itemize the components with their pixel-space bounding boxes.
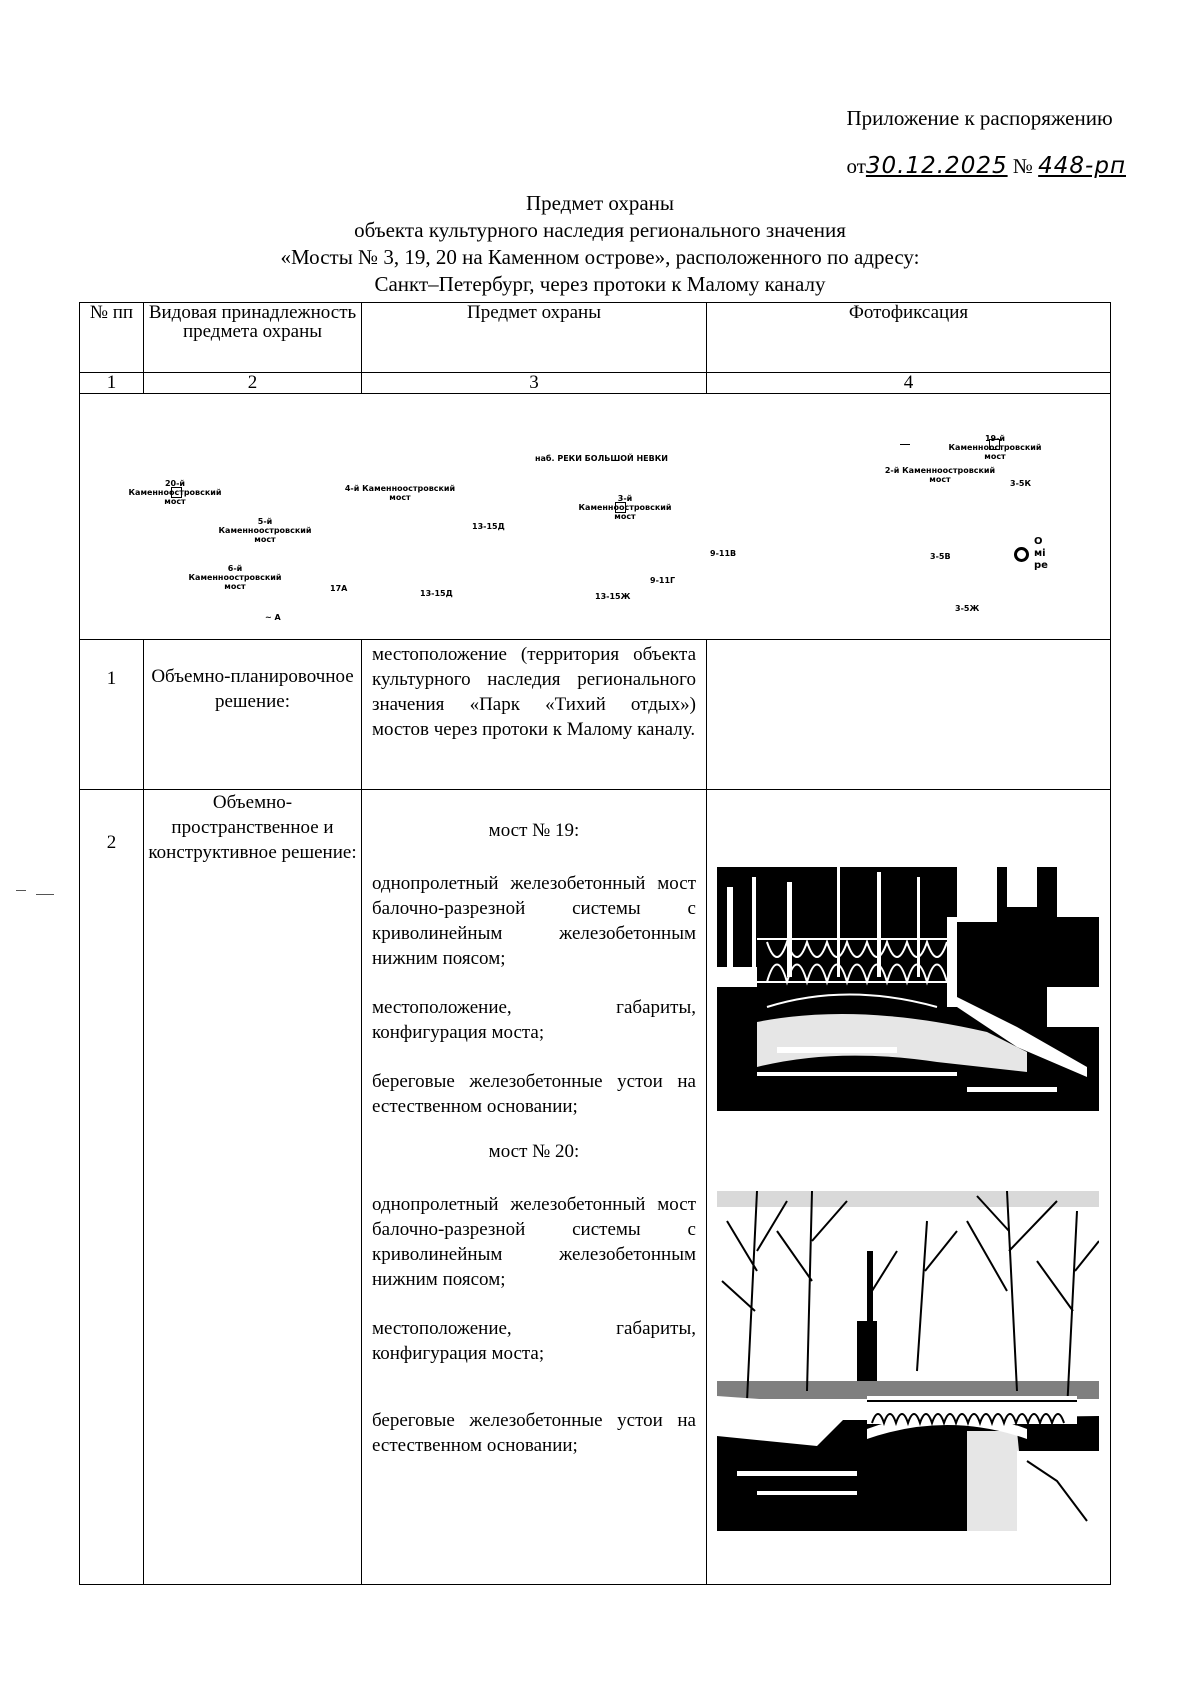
- map-label-13-15d-south: 13-15Д: [420, 589, 453, 598]
- from-prefix: от: [846, 154, 866, 178]
- table-row-2: [80, 790, 1111, 1585]
- title-line-4: Санкт–Петербург, через протоки к Малому каналу: [374, 272, 826, 296]
- header-photo: Фотофиксация: [707, 303, 1111, 373]
- column-number-2: 2: [144, 373, 362, 394]
- map-bridge-20-label: 20-й Каменноостровский мост: [128, 479, 222, 506]
- map-label-13-15d-north: 13-15Д: [472, 522, 505, 531]
- number-sign: №: [1012, 154, 1033, 178]
- row-1-subject-cell: [362, 640, 707, 790]
- bridge-19-structure: однопролетный железобетонный мост балочно-разрезной системы с криволинейным железобетонным нижним поясом;: [372, 873, 696, 969]
- table-header-row: [80, 303, 1111, 373]
- bridge-20-title: мост № 20:: [488, 1141, 580, 1162]
- order-number: 448-рп: [1038, 153, 1126, 179]
- bridge-20-structure: однопролетный железобетонный мост балочно-разрезной системы с криволинейным железобетонным нижним поясом;: [372, 1194, 696, 1290]
- bridge-19-photo: [717, 847, 1099, 1111]
- map-edge-label-2: мі: [1034, 548, 1046, 559]
- bridge-19-abutments: береговые железобетонные устои на естественном основании;: [372, 1071, 696, 1117]
- map-edge-label-3: ре: [1034, 560, 1048, 571]
- map-bridge-6-label: 6-й Каменноостровский мост: [188, 564, 282, 591]
- order-date: 30.12.2025: [865, 153, 1008, 179]
- map-label-13-15zh: 13-15Ж: [595, 592, 631, 601]
- map-label-stray: ~ А: [265, 613, 281, 622]
- margin-mark-2: [36, 894, 54, 895]
- document-title: [100, 190, 1100, 298]
- map-circle-icon: [1014, 547, 1029, 562]
- map-bridge-5-label: 5-й Каменноостровский мост: [218, 517, 312, 544]
- column-number-1: 1: [80, 373, 144, 394]
- map-bridge-3-label: 3-й Каменноостровский мост: [578, 494, 672, 521]
- table-row-1: [80, 640, 1111, 790]
- map-bridge-19-label: 19-й Каменноостровский мост: [948, 434, 1042, 461]
- bridge-19-title: мост № 19:: [488, 820, 580, 841]
- map-label-3-5v: 3-5В: [930, 552, 951, 561]
- bridge-3-marker: [615, 502, 626, 513]
- column-number-3: 3: [362, 373, 707, 394]
- map-edge-label-1: О: [1034, 536, 1043, 547]
- map-bridge-2-label: 2-й Каменноостровский мост: [884, 466, 996, 484]
- site-map-cell: [80, 394, 1111, 640]
- order-reference: [847, 153, 1127, 179]
- map-label-3-5zh: 3-5Ж: [955, 604, 980, 613]
- site-map: [80, 394, 1110, 639]
- bridge-20-location: местоположение, габариты, конфигурация моста;: [372, 1318, 696, 1364]
- header-subject: Предмет охраны: [362, 303, 707, 373]
- protection-subject-table: [79, 302, 1111, 1585]
- row-1-subject: местоположение (территория объекта культурного наследия регионального значения «Парк «Тихий отдых») мостов через протоки к Малому каналу.: [372, 644, 696, 740]
- title-line-1: Предмет охраны: [525, 191, 675, 215]
- title-line-2: объекта культурного наследия регионального значения: [354, 218, 846, 242]
- appendix-header: [847, 106, 1127, 179]
- column-number-row: [80, 373, 1111, 394]
- bridge-19-marker: [989, 439, 1000, 450]
- header-number: № пп: [80, 303, 144, 373]
- bridge-20-marker: [171, 487, 182, 498]
- row-2-category: Объемно-пространственное и конструктивное решение:: [144, 790, 362, 1585]
- map-row: [80, 394, 1111, 640]
- column-number-4: 4: [707, 373, 1111, 394]
- appendix-label: Приложение к распоряжению: [846, 106, 1113, 130]
- row-2-subject-cell: [362, 790, 707, 1585]
- row-1-category: Объемно-планировочное решение:: [144, 640, 362, 790]
- map-embankment-label: наб. РЕКИ БОЛЬШОЙ НЕВКИ: [535, 454, 668, 463]
- row-2-number: 2: [80, 790, 144, 1585]
- map-bridge-4-label: 4-й Каменноостровский мост: [344, 484, 456, 502]
- map-label-17a: 17А: [330, 584, 348, 593]
- title-line-3: «Мосты № 3, 19, 20 на Каменном острове», расположенного по адресу:: [280, 245, 920, 269]
- bridge-20-abutments: береговые железобетонные устои на естественном основании;: [372, 1410, 696, 1456]
- margin-mark-1: [16, 890, 26, 891]
- row-1-number: 1: [80, 640, 144, 790]
- map-label-9-11v: 9-11В: [710, 549, 737, 558]
- bridge-20-photo: [717, 1191, 1099, 1531]
- map-label-9-11g: 9-11Г: [650, 576, 676, 585]
- bridge-19-location: местоположение, габариты, конфигурация моста;: [372, 997, 696, 1043]
- row-2-photo-cell: [707, 790, 1111, 1585]
- map-arrow-mark: [900, 444, 910, 445]
- header-category: Видовая принадлежность предмета охраны: [144, 303, 362, 373]
- row-1-photo-cell: [707, 640, 1111, 790]
- map-label-3-5k: 3-5К: [1010, 479, 1031, 488]
